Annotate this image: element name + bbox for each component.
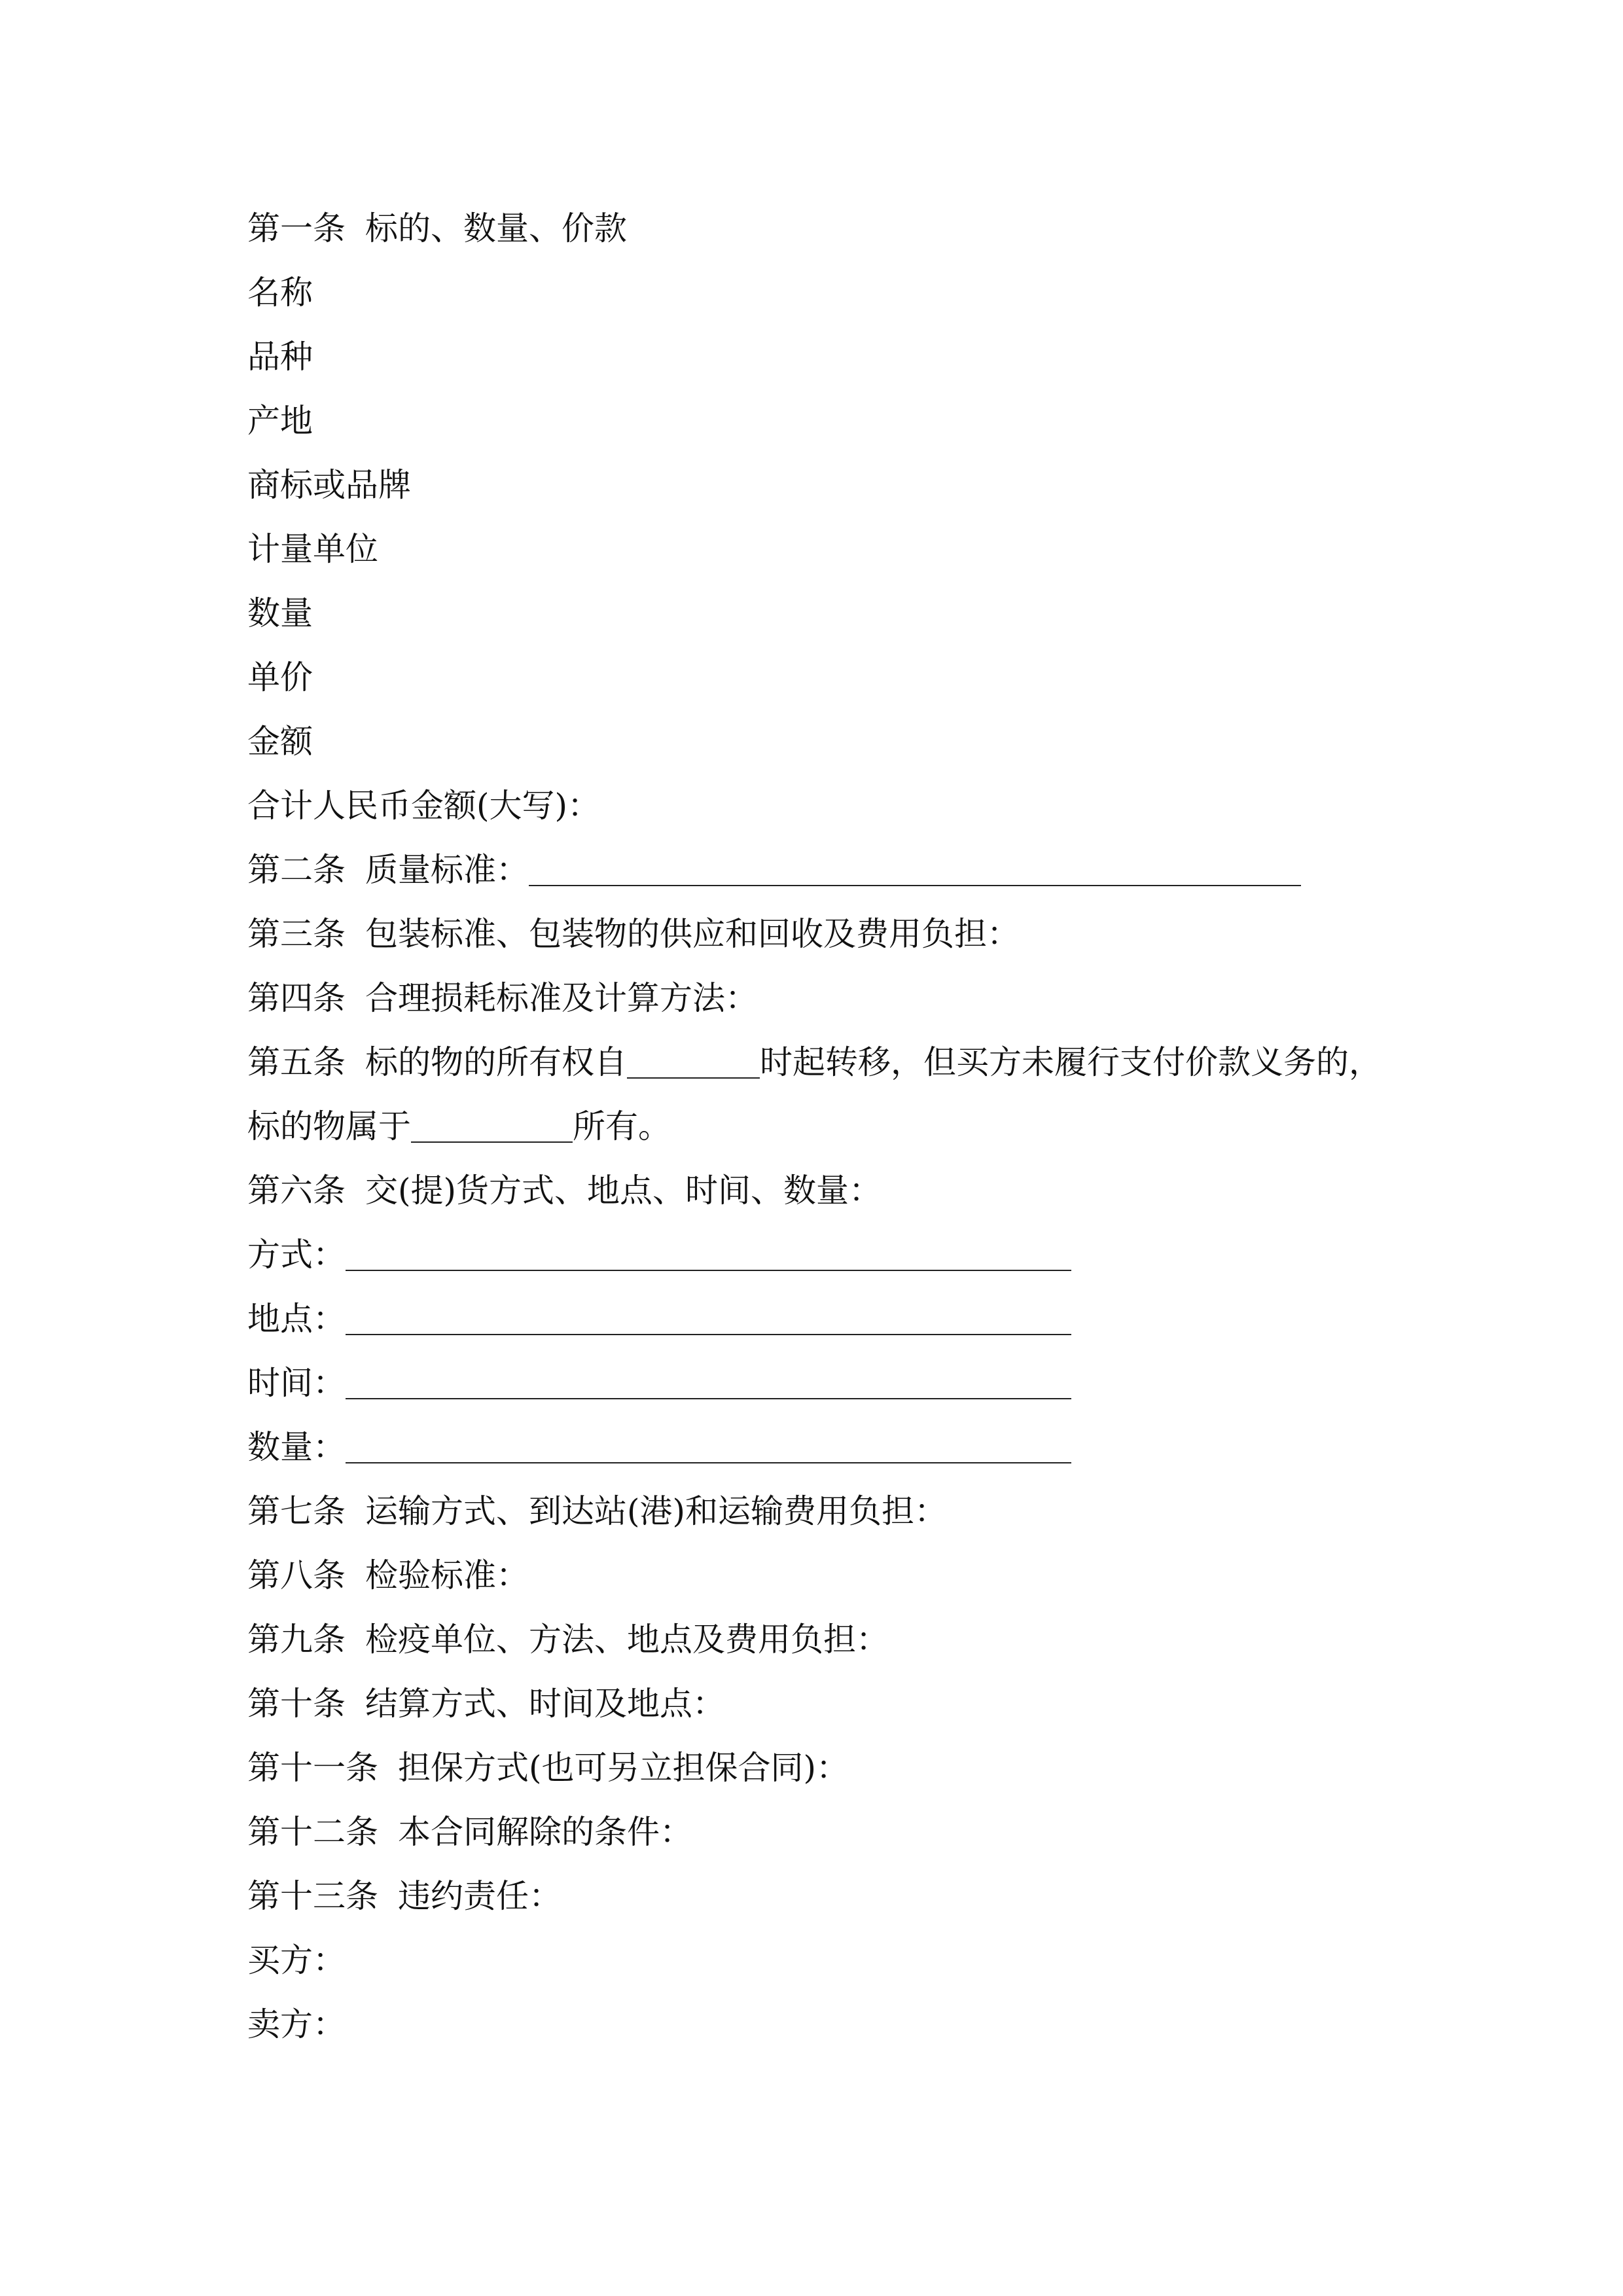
delivery-time-blank: [346, 1398, 1071, 1399]
article-title: 标的、数量、价款: [365, 209, 627, 247]
article-number: 第八条: [247, 1556, 346, 1594]
item-field-unit: 计量单位: [247, 530, 378, 568]
item-field-brand: 商标或品牌: [247, 466, 411, 504]
article-13-heading: [247, 1864, 1382, 1928]
article-2-heading: [247, 838, 1382, 902]
article-text-continued: 所有。: [573, 1107, 671, 1145]
item-field-variety: 品种: [247, 338, 313, 376]
item-field-quantity: 数量: [247, 594, 313, 632]
article-title: 包装标准、包装物的供应和回收及费用负担：: [365, 915, 1020, 953]
delivery-quantity-blank: [346, 1462, 1071, 1463]
article-10-heading: [247, 1672, 1382, 1736]
quality-standard-blank: [529, 885, 1301, 886]
article-number: 第四条: [247, 979, 346, 1017]
article-title: 违约责任：: [398, 1877, 562, 1915]
article-title: 检验标准：: [365, 1556, 529, 1594]
article-1-heading: [247, 196, 1382, 260]
contract-body: [247, 196, 1382, 2056]
delivery-quantity-label: 数量：: [247, 1428, 346, 1466]
delivery-time-label: 时间：: [247, 1364, 346, 1402]
item-field-amount: 金额: [247, 723, 313, 761]
delivery-method-label: 方式：: [247, 1236, 346, 1274]
article-9-heading: [247, 1607, 1382, 1672]
article-number: 第九条: [247, 1621, 346, 1659]
article-number: 第十三条: [247, 1877, 378, 1915]
delivery-place-row: [247, 1287, 1382, 1351]
article-number: 第一条: [247, 209, 346, 247]
article-12-heading: [247, 1800, 1382, 1864]
article-number: 第三条: [247, 915, 346, 953]
article-number: 第十二条: [247, 1813, 378, 1851]
article-4-heading: [247, 966, 1382, 1030]
delivery-method-blank: [346, 1270, 1071, 1271]
article-number: 第二条: [247, 851, 346, 889]
article-title: 质量标准：: [365, 851, 529, 889]
article-text: 标的物的所有权自: [365, 1043, 627, 1081]
total-amount-label: 合计人民币金额(大写)：: [247, 787, 601, 825]
article-number: 第七条: [247, 1492, 346, 1530]
seller-signature-label: 卖方：: [247, 2005, 346, 2043]
item-field-origin: 产地: [247, 402, 313, 440]
article-number: 第十条: [247, 1685, 346, 1723]
article-text: 标的物属于: [247, 1107, 411, 1145]
article-title: 合理损耗标准及计算方法：: [365, 979, 758, 1017]
article-7-heading: [247, 1479, 1382, 1543]
article-number: 第六条: [247, 1172, 346, 1210]
buyer-signature-label: 买方：: [247, 1941, 346, 1979]
article-11-heading: [247, 1736, 1382, 1800]
article-6-heading: [247, 1158, 1382, 1223]
delivery-time-row: [247, 1351, 1382, 1415]
article-title: 本合同解除的条件：: [398, 1813, 692, 1851]
article-text-continued: 时起转移，但买方未履行支付价款义务的，: [760, 1043, 1382, 1081]
delivery-place-blank: [346, 1334, 1071, 1335]
article-title: 检疫单位、方法、地点及费用负担：: [365, 1621, 889, 1659]
article-title: 运输方式、到达站(港)和运输费用负担：: [365, 1492, 948, 1530]
ownership-transfer-time-blank: [627, 1077, 760, 1079]
delivery-method-row: [247, 1223, 1382, 1287]
article-8-heading: [247, 1543, 1382, 1607]
owner-blank: [411, 1141, 573, 1143]
article-title: 担保方式(也可另立担保合同)：: [398, 1749, 849, 1787]
article-number: 第五条: [247, 1043, 346, 1081]
item-field-unit-price: 单价: [247, 658, 313, 696]
delivery-quantity-row: [247, 1415, 1382, 1479]
article-5-heading: [247, 1030, 1382, 1094]
article-5-continuation: [247, 1094, 1382, 1158]
delivery-place-label: 地点：: [247, 1300, 346, 1338]
item-field-name: 名称: [247, 274, 313, 312]
article-3-heading: [247, 902, 1382, 966]
article-title: 交(提)货方式、地点、时间、数量：: [365, 1172, 882, 1210]
article-number: 第十一条: [247, 1749, 378, 1787]
article-title: 结算方式、时间及地点：: [365, 1685, 725, 1723]
